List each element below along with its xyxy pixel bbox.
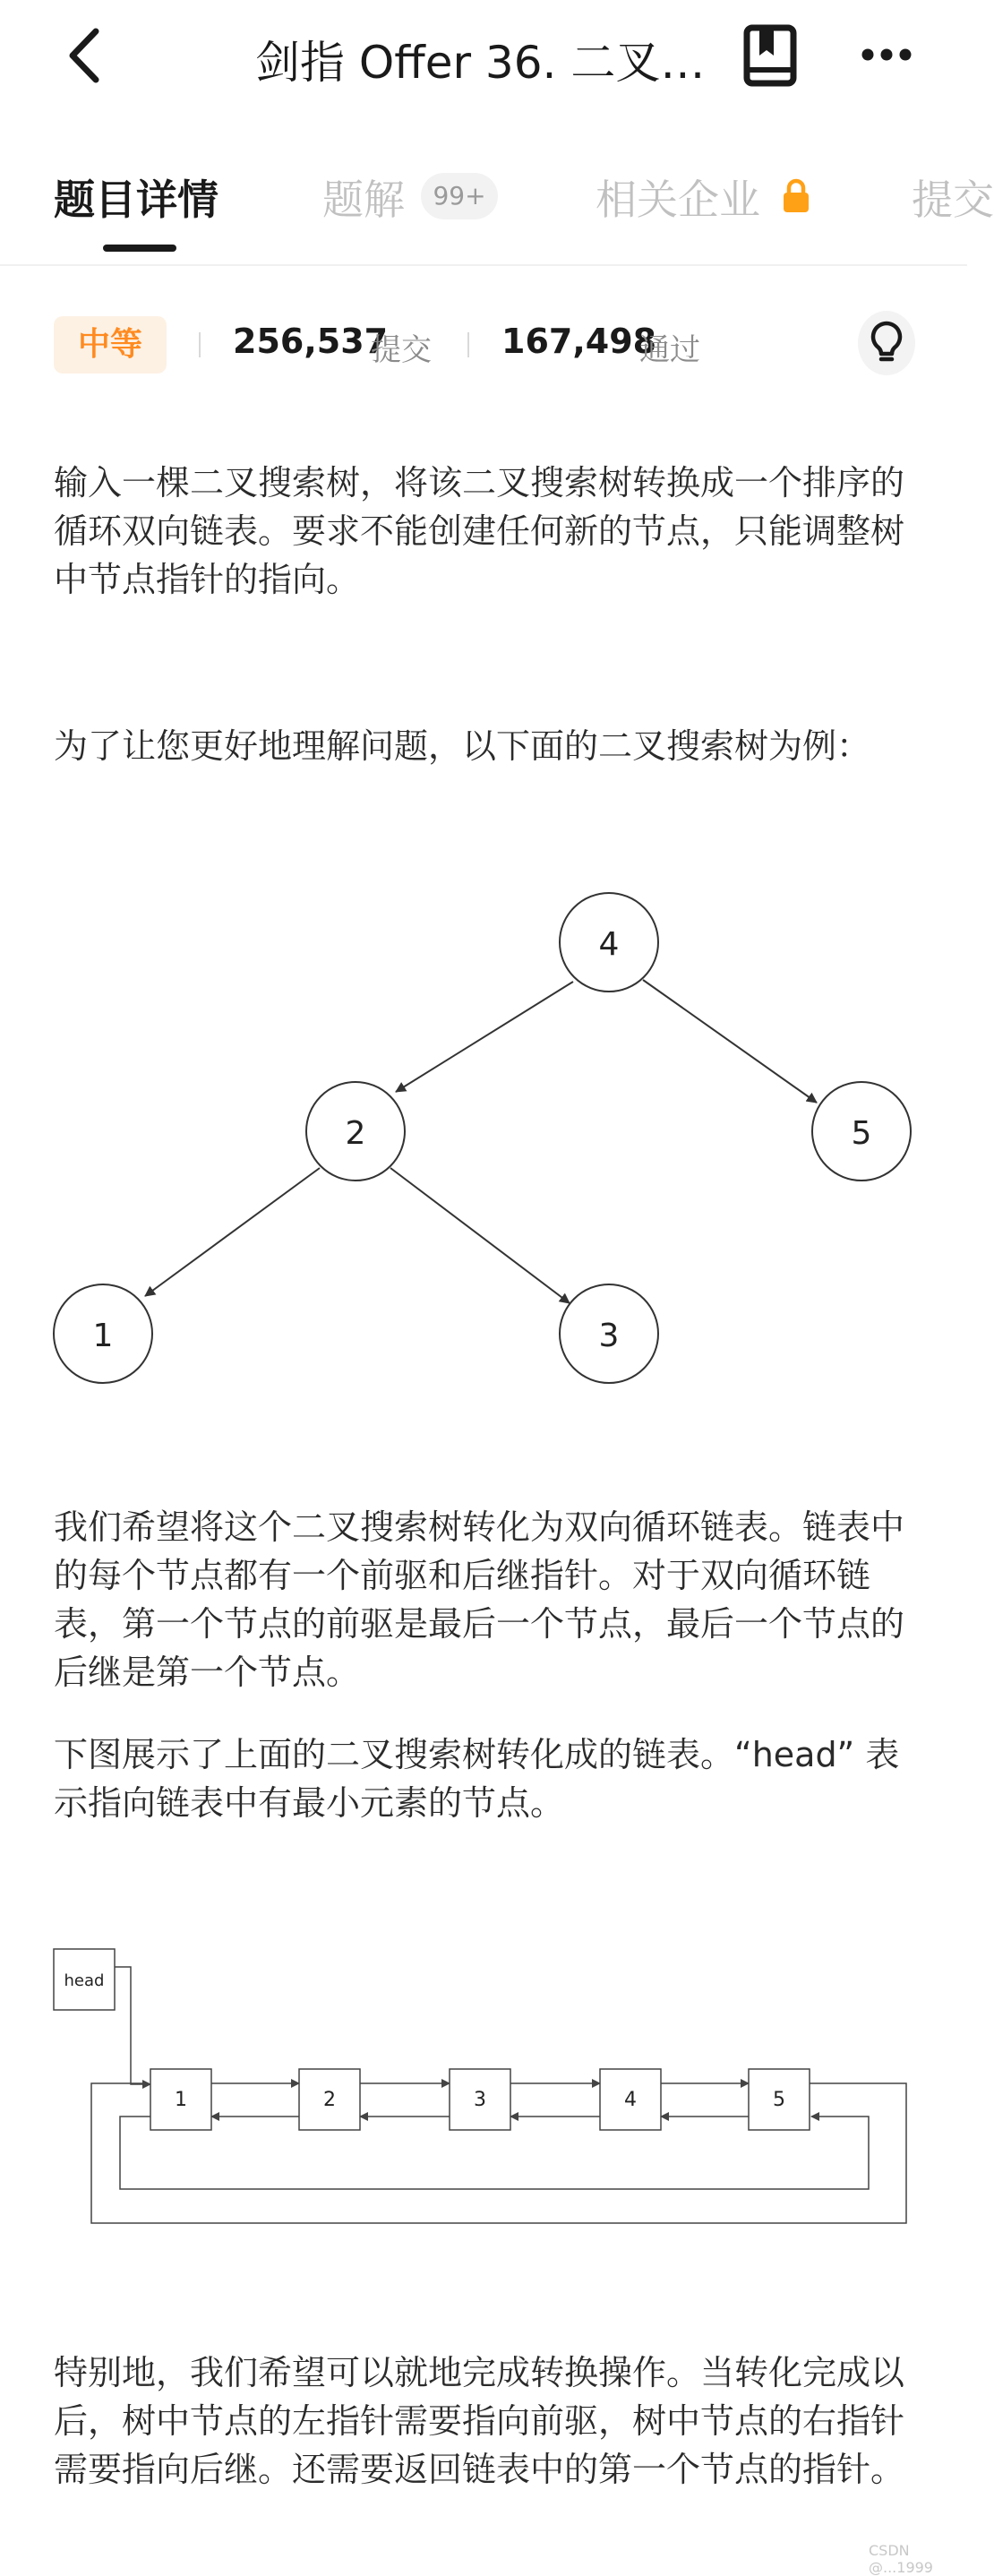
linked-list-diagram [0, 1935, 967, 2239]
tab-details[interactable]: 题目详情 [54, 176, 219, 224]
description-paragraph-1: 输入一棵二叉搜索树，将该二叉搜索树转换成一个排序的循环双向链表。要求不能创建任何新的节点，只能调整树中节点指针的指向。 [54, 463, 905, 599]
tree-node-label: 2 [345, 1115, 366, 1152]
back-button[interactable] [52, 20, 115, 91]
head-label: head [64, 1971, 105, 1990]
watermark: CSDN @...1999 [869, 2542, 933, 2576]
tree-edge [390, 1168, 570, 1303]
more-horizontal-icon [861, 48, 912, 61]
list-node-label: 5 [773, 2089, 785, 2111]
submit-count: 256,537 [233, 322, 389, 361]
tab-companies[interactable]: 相关企业 [596, 176, 760, 224]
tree-edge [643, 980, 817, 1103]
description-paragraph-5: 特别地，我们希望可以就地完成转换操作。当转化完成以后，树中节点的左指针需要指向前驱，树中节点的右指针需要指向后继。还需要返回链表中的第一个节点的指针。 [54, 2353, 905, 2489]
tree-node-label: 4 [598, 926, 620, 963]
lock-icon [781, 178, 811, 214]
tab-bar [0, 157, 994, 266]
tab-submissions[interactable]: 提交 [912, 176, 994, 224]
chevron-left-icon [64, 26, 103, 85]
tab-active-indicator [103, 245, 176, 252]
nav-bar [0, 0, 967, 116]
solutions-count-badge: 99+ [421, 173, 498, 219]
tab-solutions[interactable]: 题解 [322, 176, 405, 224]
lightbulb-icon [869, 320, 904, 366]
page-title: 剑指 Offer 36. 二叉… [255, 37, 706, 89]
more-button[interactable] [858, 32, 915, 77]
bst-diagram [0, 887, 967, 1406]
submit-label: 提交 [371, 332, 432, 368]
tree-edge [396, 982, 573, 1092]
pass-label: 通过 [639, 332, 700, 368]
difficulty-badge: 中等 [54, 316, 167, 374]
stats-divider [467, 332, 469, 357]
bookmark-button[interactable] [741, 23, 799, 88]
tree-node-label: 3 [598, 1318, 620, 1354]
book-icon [741, 23, 799, 88]
list-node-label: 4 [624, 2089, 637, 2111]
list-node-label: 2 [323, 2089, 336, 2111]
description-paragraph-3: 我们希望将这个二叉搜索树转化为双向循环链表。链表中的每个节点都有一个前驱和后继指针。对于双向循环链表，第一个节点的前驱是最后一个节点，最后一个节点的后继是第一个节点。 [54, 1507, 905, 1692]
stats-divider [199, 332, 201, 357]
head-pointer [115, 1967, 150, 2084]
tree-node-label: 1 [92, 1318, 114, 1354]
tree-edge [145, 1168, 320, 1296]
description-paragraph-2: 为了让您更好地理解问题，以下面的二叉搜索树为例： [54, 726, 871, 766]
list-node-label: 1 [175, 2089, 187, 2111]
pass-count: 167,498 [501, 322, 657, 361]
stats-row [0, 309, 967, 381]
tree-node-label: 5 [851, 1115, 872, 1152]
list-node-label: 3 [474, 2089, 486, 2111]
description-paragraph-4: 下图展示了上面的二叉搜索树转化成的链表。“head” 表示指向链表中有最小元素的节点。 [54, 1735, 900, 1823]
hint-button[interactable] [858, 311, 915, 375]
